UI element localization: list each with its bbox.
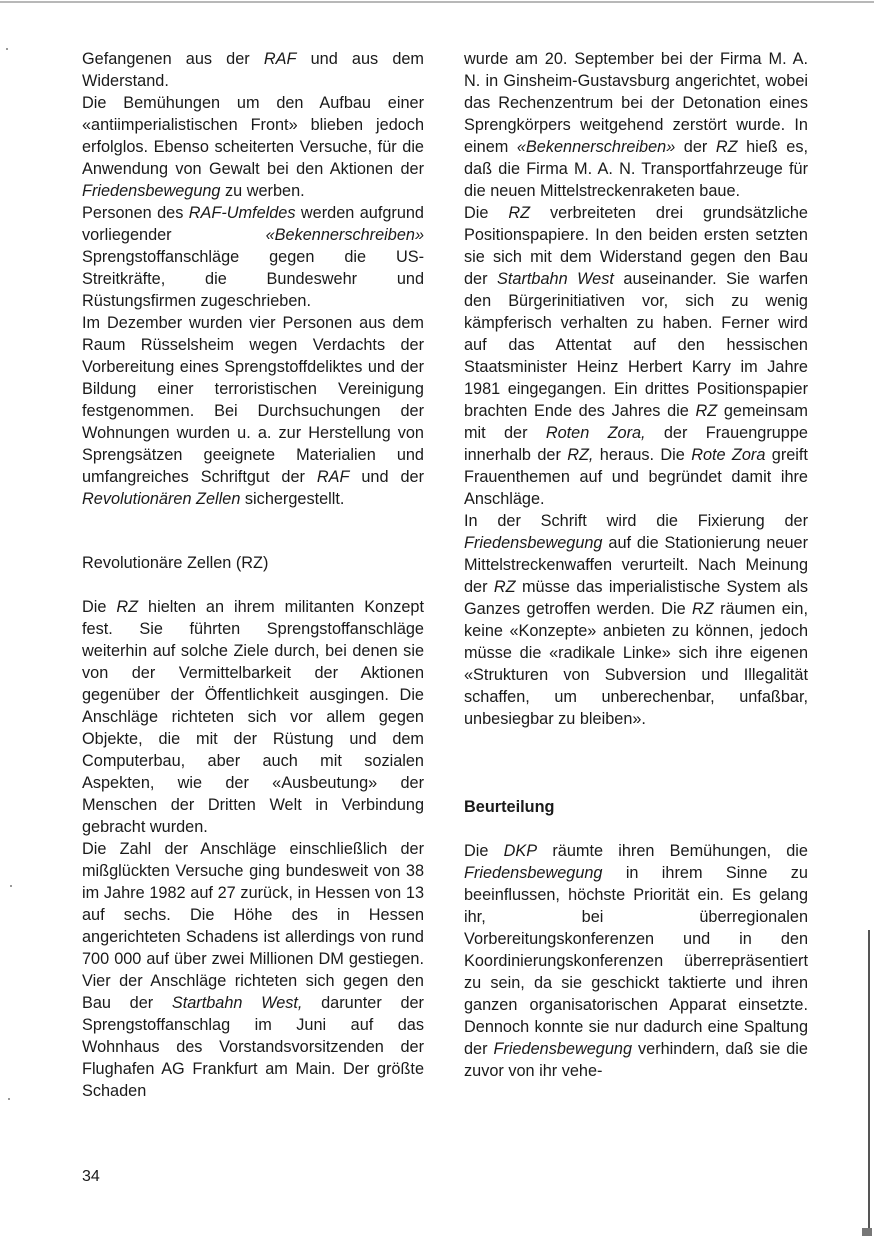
- paragraph: Die Bemühungen um den Aufbau einer «antiimperialistischen Front» blieben jedoch erfolglos. Ebenso scheiterten Versuche, für die Anwendung von Gewalt bei den Aktionen der Friedensbewegung zu werben.: [82, 94, 424, 200]
- scan-corner-mark: [862, 1228, 872, 1236]
- paragraph: Die Zahl der Anschläge einschließlich der mißglückten Versuche ging bundesweit von 38 im Jahre 1982 auf 27 zurück, in Hessen von 13 auf sechs. Die Höhe des in Hessen angerichteten Schadens ist allerdings von rund 700 000 auf über zwei Millionen DM gestiegen. Vier der Anschläge richteten sich gegen den Bau der Startbahn West, darunter der Sprengstoffanschlag im Juni auf das Wohnhaus des Vorstandsvorsitzenden der Flughafen AG Frankfurt am Main. Der größte Schaden: [82, 840, 424, 1100]
- paragraph: Die RZ verbreiteten drei grundsätzliche Positionspapiere. In den beiden ersten setzten sie sich mit dem Widerstand gegen den Bau der Startbahn West auseinander. Sie warfen den Bürgerinitiativen vor, sich zu wenig kämpferisch verhalten zu haben. Ferner wird auf das Attentat auf den hessischen Staatsminister Heinz Herbert Karry im Jahre 1981 eingegangen. Ein drittes Positionspapier brachten Ende des Jahres die RZ gemeinsam mit der Roten Zora, der Frauengruppe innerhalb der RZ, heraus. Die Rote Zora greift Frauenthemen auf und begründet damit ihre Anschläge.: [464, 204, 808, 508]
- page-number: 34: [82, 1168, 100, 1185]
- left-column: [82, 48, 424, 1102]
- paragraph: Personen des RAF-Umfeldes werden aufgrund vorliegender «Bekennerschreiben» Sprengstoffanschläge gegen die US-Streitkräfte, die Bundeswehr und Rüstungsfirmen zugeschrieben.: [82, 204, 424, 310]
- section-heading: Revolutionäre Zellen (RZ): [82, 554, 269, 572]
- scan-top-edge: [0, 1, 874, 3]
- paragraph: Die RZ hielten an ihrem militanten Konzept fest. Sie führten Sprengstoffanschläge weiterhin auf solche Ziele durch, bei denen sie von der Vermittelbarkeit der Aktionen gegenüber der Öffentlichkeit ausgingen. Die Anschläge richteten sich vor allem gegen Objekte, die mit der Rüstung und dem Computerbau, aber auch mit sozialen Aspekten, wie der «Ausbeutung» der Menschen der Dritten Welt in Verbindung gebracht wurden.: [82, 598, 424, 836]
- scan-right-edge: [868, 930, 870, 1230]
- paragraph: wurde am 20. September bei der Firma M. A. N. in Ginsheim-Gustavsburg angerichtet, wobei das Rechenzentrum bei der Detonation eines Sprengkörpers weitgehend zerstört wurde. In einem «Bekennerschreiben» der RZ hieß es, daß die Firma M. A. N. Transportfahrzeuge für die neuen Mittelstreckenraketen baue.: [464, 50, 808, 200]
- right-column: [464, 48, 808, 1082]
- scan-speck: [10, 885, 12, 887]
- paragraph: In der Schrift wird die Fixierung der Friedensbewegung auf die Stationierung neuer Mittelstreckenwaffen verurteilt. Nach Meinung der RZ müsse das imperialistische System als Ganzes getroffen werden. Die RZ räumen ein, keine «Konzepte» anbieten zu können, jedoch müsse die «radikale Linke» sich ihre eigenen «Strukturen von Subversion und Illegalität schaffen, um unberechenbar, unfaßbar, unbesiegbar zu bleiben».: [464, 512, 808, 728]
- scan-speck: [8, 1098, 10, 1100]
- paragraph: Im Dezember wurden vier Personen aus dem Raum Rüsselsheim wegen Verdachts der Vorbereitung eines Sprengstoffdeliktes und der Bildung einer terroristischen Vereinigung festgenommen. Bei Durchsuchungen der Wohnungen wurden u. a. zur Herstellung von Sprengsätzen geeignete Materialien und umfangreiches Schriftgut der RAF und der Revolutionären Zellen sichergestellt.: [82, 314, 425, 508]
- scan-speck: [6, 48, 8, 50]
- section-heading: Beurteilung: [464, 798, 555, 816]
- paragraph: Gefangenen aus der RAF und aus dem Widerstand.: [82, 50, 424, 90]
- paragraph: Die DKP räumte ihren Bemühungen, die Friedensbewegung in ihrem Sinne zu beeinflussen, höchste Priorität ein. Es gelang ihr, bei überregionalen Vorbereitungskonferenzen und in den Koordinierungskonferenzen überrepräsentiert zu sein, da sie geschickt taktierte und ihren ganzen organisatorischen Apparat einsetzte. Dennoch konnte sie nur dadurch eine Spaltung der Friedensbewegung verhindern, daß sie die zuvor von ihr vehe-: [464, 842, 808, 1080]
